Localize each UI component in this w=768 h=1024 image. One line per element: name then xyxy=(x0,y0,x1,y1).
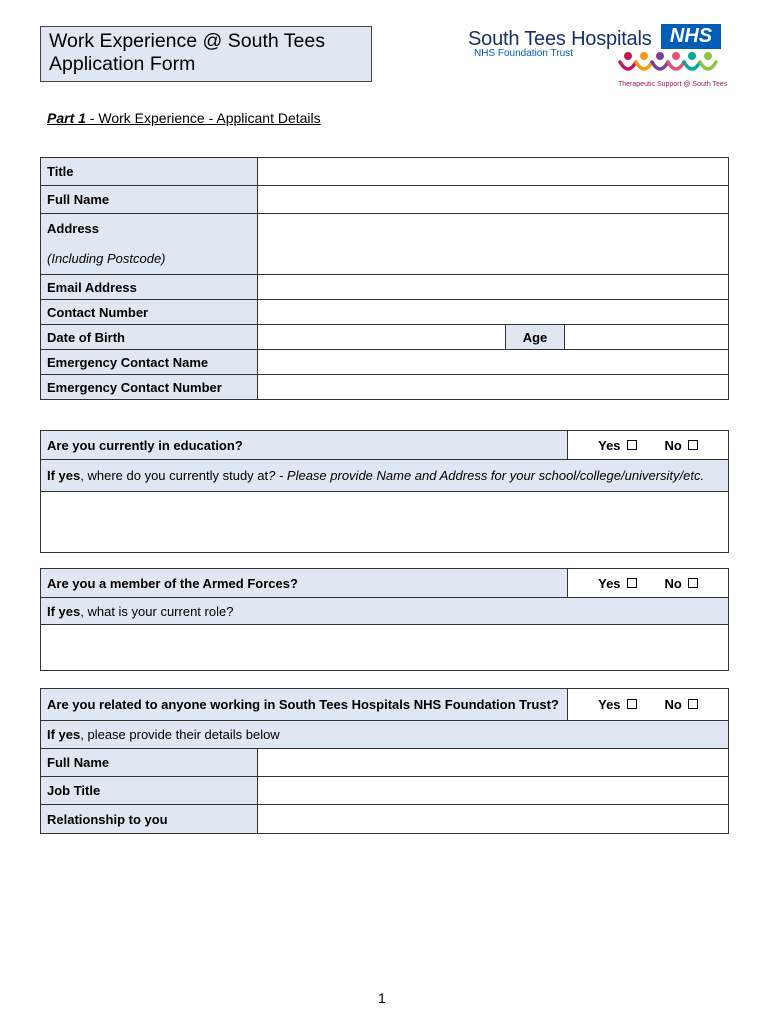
forces-question: Are you a member of the Armed Forces? xyxy=(41,569,568,598)
full-name-label: Full Name xyxy=(41,186,258,214)
related-relationship-field[interactable] xyxy=(258,805,729,834)
part-heading xyxy=(47,110,321,126)
dob-field[interactable] xyxy=(258,325,506,350)
education-details-field[interactable] xyxy=(41,492,729,553)
education-no-checkbox[interactable] xyxy=(688,440,698,450)
email-label: Email Address xyxy=(41,275,258,300)
forces-details-field[interactable] xyxy=(41,625,729,671)
emergency-number-field[interactable] xyxy=(258,375,729,400)
education-question: Are you currently in education? xyxy=(41,431,568,460)
people-figures-icon xyxy=(618,48,718,82)
email-field[interactable] xyxy=(258,275,729,300)
education-yes-label: Yes xyxy=(598,437,621,453)
logo-trust-name: South Tees Hospitals xyxy=(468,28,652,50)
related-no-label: No xyxy=(664,697,682,712)
forces-yes-no xyxy=(568,569,729,598)
contact-number-label: Contact Number xyxy=(41,300,258,325)
related-yes-checkbox[interactable] xyxy=(627,699,637,709)
age-field[interactable] xyxy=(565,325,729,350)
education-yes-no xyxy=(568,431,729,460)
education-no-label: No xyxy=(664,437,682,453)
address-note: (Including Postcode) xyxy=(47,251,166,266)
related-if-yes: If yes xyxy=(47,727,81,742)
title-label: Title xyxy=(41,158,258,186)
forces-no-checkbox[interactable] xyxy=(688,578,698,588)
education-detail-a: , where do you currently study at xyxy=(80,468,269,483)
education-detail-b: ? - Please provide Name and Address for your school/college/university/etc. xyxy=(268,468,705,483)
related-full-name-label: Full Name xyxy=(41,749,258,777)
related-relationship-label: Relationship to you xyxy=(41,805,258,834)
full-name-field[interactable] xyxy=(258,186,729,214)
related-full-name-field[interactable] xyxy=(258,749,729,777)
education-if-yes: If yes xyxy=(47,468,81,483)
forces-yes-label: Yes xyxy=(598,575,621,591)
address-field[interactable] xyxy=(258,214,729,275)
forces-if-yes: If yes xyxy=(47,603,81,619)
education-table xyxy=(40,430,729,553)
address-label: Address xyxy=(47,221,100,236)
part-title: - Work Experience - Applicant Details xyxy=(85,110,321,126)
related-yes-label: Yes xyxy=(598,697,621,712)
contact-number-field[interactable] xyxy=(258,300,729,325)
related-yes-no xyxy=(568,689,729,721)
forces-detail: , what is your current role? xyxy=(80,603,234,619)
age-label: Age xyxy=(506,325,565,350)
logo-subtitle: NHS Foundation Trust xyxy=(474,48,573,57)
related-staff-table xyxy=(40,688,729,834)
form-title-box xyxy=(40,26,372,82)
forces-yes-checkbox[interactable] xyxy=(627,578,637,588)
dob-label: Date of Birth xyxy=(41,325,258,350)
title-field[interactable] xyxy=(258,158,729,186)
nhs-trust-logo xyxy=(468,24,728,94)
related-job-title-field[interactable] xyxy=(258,777,729,805)
emergency-number-label: Emergency Contact Number xyxy=(41,375,258,400)
address-label-cell xyxy=(41,214,258,275)
forces-no-label: No xyxy=(664,575,682,591)
nhs-badge: NHS xyxy=(661,24,721,49)
armed-forces-table xyxy=(40,568,729,671)
related-detail-prompt xyxy=(41,721,729,749)
education-yes-checkbox[interactable] xyxy=(627,440,637,450)
form-title-line2: Application Form xyxy=(49,53,196,75)
form-title-line1: Work Experience @ South Tees xyxy=(49,30,325,52)
related-job-title-label: Job Title xyxy=(41,777,258,805)
related-question: Are you related to anyone working in South Tees Hospitals NHS Foundation Trust? xyxy=(41,689,568,721)
logo-tagline: Therapeutic Support @ South Tees xyxy=(618,81,728,88)
applicant-details-table xyxy=(40,157,729,400)
emergency-name-label: Emergency Contact Name xyxy=(41,350,258,375)
education-detail-prompt xyxy=(41,460,729,492)
related-detail: , please provide their details below xyxy=(80,727,280,742)
forces-detail-prompt xyxy=(41,598,729,625)
page-number: 1 xyxy=(378,990,386,1006)
emergency-name-field[interactable] xyxy=(258,350,729,375)
part-label: Part 1 xyxy=(47,110,86,126)
related-no-checkbox[interactable] xyxy=(688,699,698,709)
